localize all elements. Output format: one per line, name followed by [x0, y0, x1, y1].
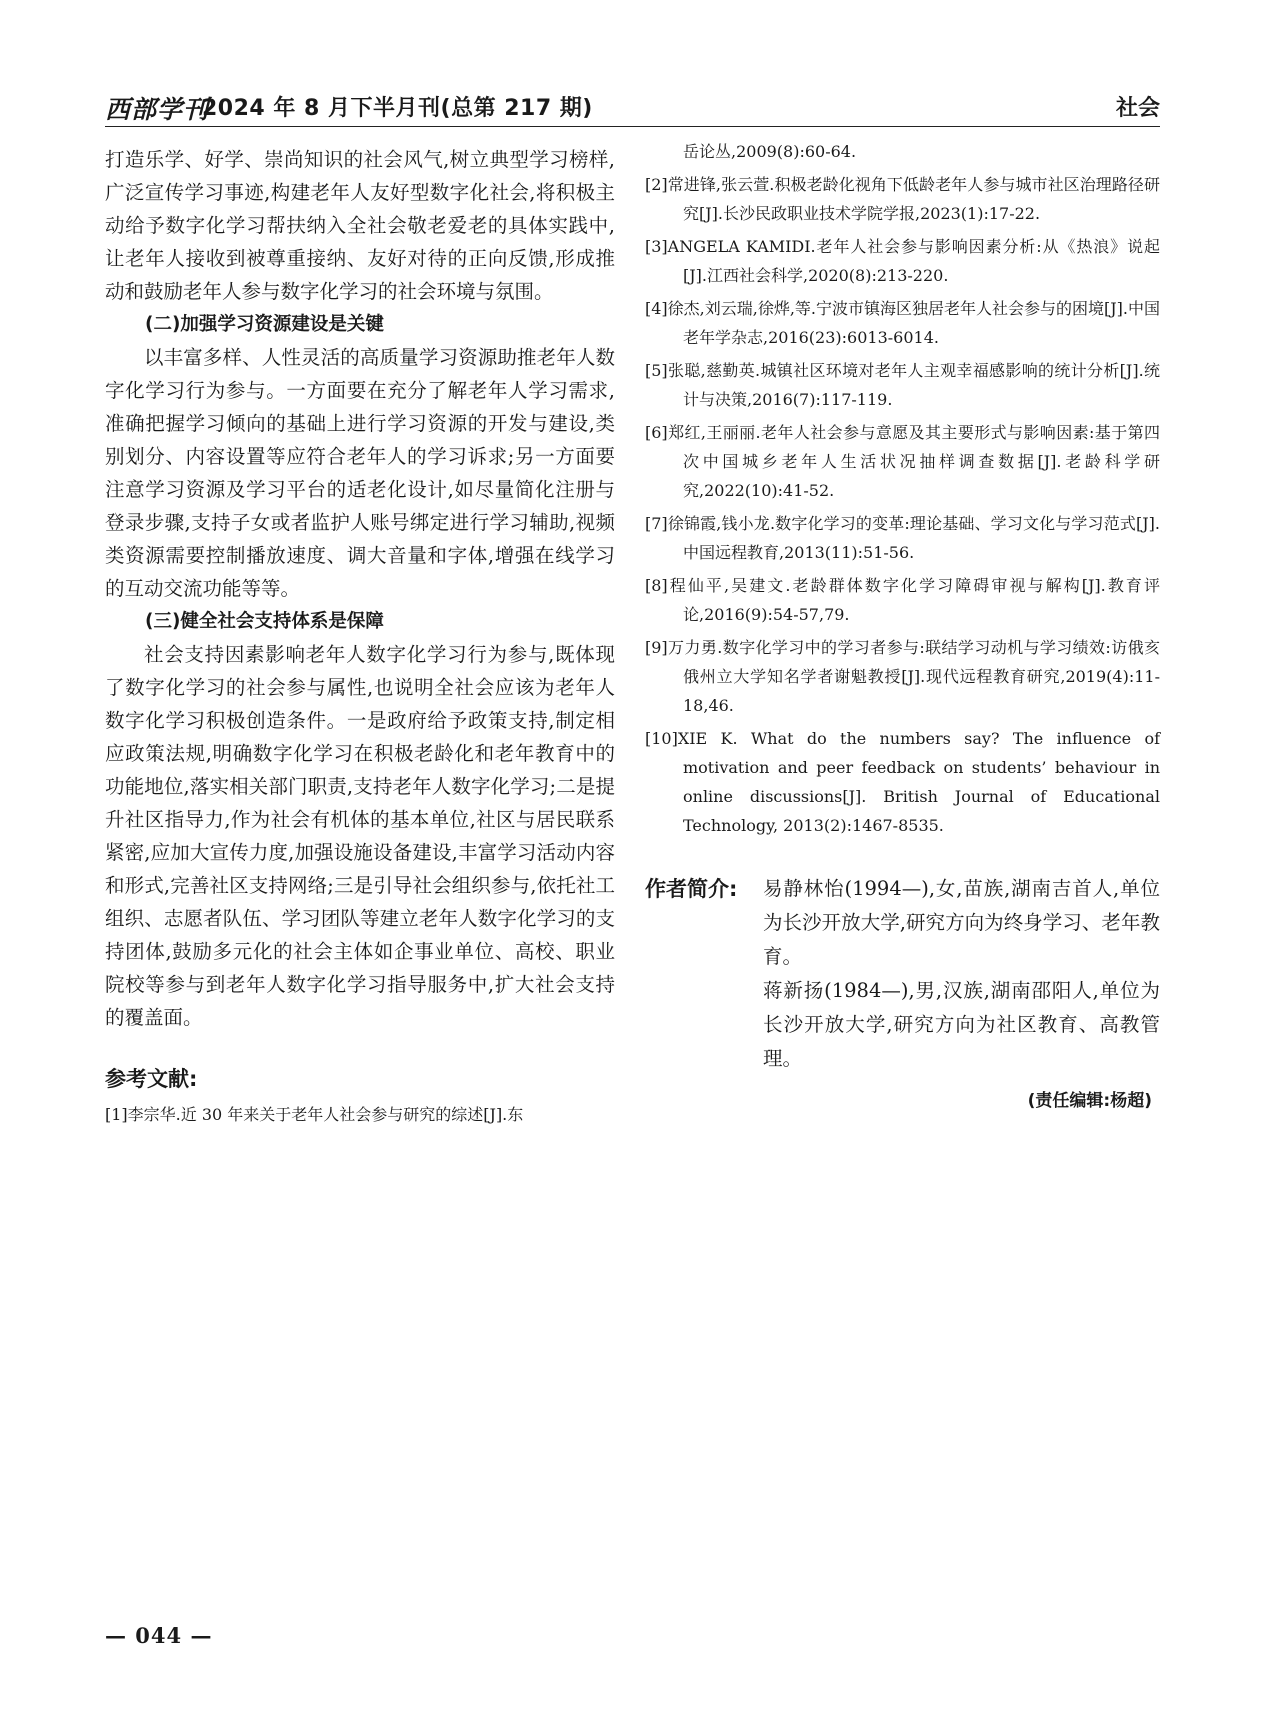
reference-7: [7]徐锦霞,钱小龙.数字化学习的变革:理论基础、学习文化与学习范式[J].中国远程教育,2013(11):51-56.: [645, 514, 1160, 562]
author-label: 作者简介:: [645, 877, 738, 901]
subheading-2: (二)加强学习资源建设是关键: [145, 314, 384, 335]
paragraph-1: 打造乐学、好学、崇尚知识的社会风气,树立典型学习榜样,广泛宣传学习事迹,构建老年人友好型数字化社会,将积极主动给予数字化学习帮扶纳入全社会敬老爱老的具体实践中,让老年人接收到被尊重接纳、友好对待的正向反馈,形成推动和鼓励老年人参与数字化学习的社会环境与氛围。: [105, 148, 615, 303]
subheading-3: (三)健全社会支持体系是保障: [145, 611, 384, 632]
page-number: — 044 —: [105, 1623, 213, 1648]
issue-info: 2024 年 8 月下半月刊(总第 217 期): [202, 96, 593, 121]
reference-4: [4]徐杰,刘云瑞,徐烨,等.宁波市镇海区独居老年人社会参与的困境[J].中国老年学杂志,2016(23):6013-6014.: [645, 299, 1160, 347]
reference-8: [8]程仙平,吴建文.老龄群体数字化学习障碍审视与解构[J].教育评论,2016(9):54-57,79.: [645, 576, 1160, 624]
journal-logo: 西部学刊: [105, 95, 210, 124]
reference-2: [2]常进锋,张云萱.积极老龄化视角下低龄老年人参与城市社区治理路径研究[J].长沙民政职业技术学院学报,2023(1):17-22.: [645, 175, 1160, 223]
paragraph-2: 以丰富多样、人性灵活的高质量学习资源助推老年人数字化学习行为参与。一方面要在充分了解老年人学习需求,准确把握学习倾向的基础上进行学习资源的开发与建设,类别划分、内容设置等应符合老年人的学习诉求;另一方面要注意学习资源及学习平台的适老化设计,如尽量简化注册与登录步骤,支持子女或者监护人账号绑定进行学习辅助,视频类资源需要控制播放速度、调大音量和字体,增强在线学习的互动交流功能等等。: [105, 346, 615, 600]
reference-1-continued: 岳论丛,2009(8):60-64.: [683, 142, 857, 161]
reference-9: [9]万力勇.数字化学习中的学习者参与:联结学习动机与学习绩效:访俄亥俄州立大学知名学者谢魁教授[J].现代远程教育研究,2019(4):11-18,46.: [645, 638, 1160, 715]
reference-1: [1]李宗华.近 30 年来关于老年人社会参与研究的综述[J].东: [105, 1105, 524, 1124]
author-1: 易静林怡(1994—),女,苗族,湖南吉首人,单位为长沙开放大学,研究方向为终身学习、老年教育。: [763, 877, 1160, 968]
reference-5: [5]张聪,慈勤英.城镇社区环境对老年人主观幸福感影响的统计分析[J].统计与决策,2016(7):117-119.: [645, 361, 1160, 409]
author-text: [763, 872, 1160, 1076]
author-info: [645, 872, 1160, 1076]
section-name: 社会: [1115, 96, 1160, 121]
reference-3: [3]ANGELA KAMIDI.老年人社会参与影响因素分析:从《热浪》说起[J].江西社会科学,2020(8):213-220.: [645, 237, 1160, 285]
references-title: 参考文献:: [105, 1067, 198, 1091]
paragraph-3: 社会支持因素影响老年人数字化学习行为参与,既体现了数字化学习的社会参与属性,也说明全社会应该为老年人数字化学习积极创造条件。一是政府给予政策支持,制定相应政策法规,明确数字化学习在积极老龄化和老年教育中的功能地位,落实相关部门职责,支持老年人数字化学习;二是提升社区指导力,作为社会有机体的基本单位,社区与居民联系紧密,应加大宣传力度,加强设施设备建设,丰富学习活动内容和形式,完善社区支持网络;三是引导社会组织参与,依托社工组织、志愿者队伍、学习团队等建立老年人数字化学习的支持团体,鼓励多元化的社会主体如企事业单位、高校、职业院校等参与到老年人数字化学习指导服务中,扩大社会支持的覆盖面。: [105, 643, 615, 1029]
left-column: [105, 143, 615, 1133]
reference-10: [10]XIE K. What do the numbers say? The influence of motivation and peer feedback on students’ behaviour in online discussions[J]. British Journal of Educational Technology, 2013(2):1467-8535.: [645, 729, 1160, 835]
reference-6: [6]郑红,王丽丽.老年人社会参与意愿及其主要形式与影响因素:基于第四次中国城乡老年人生活状况抽样调查数据[J].老龄科学研究,2022(10):41-52.: [645, 423, 1160, 500]
header-rule: [105, 126, 1160, 127]
responsible-editor: (责任编辑:杨超): [1027, 1091, 1152, 1111]
page-header: [105, 88, 1160, 124]
right-column: [645, 143, 1160, 1111]
author-2: 蒋新扬(1984—),男,汉族,湖南邵阳人,单位为长沙开放大学,研究方向为社区教育、高教管理。: [763, 979, 1160, 1070]
